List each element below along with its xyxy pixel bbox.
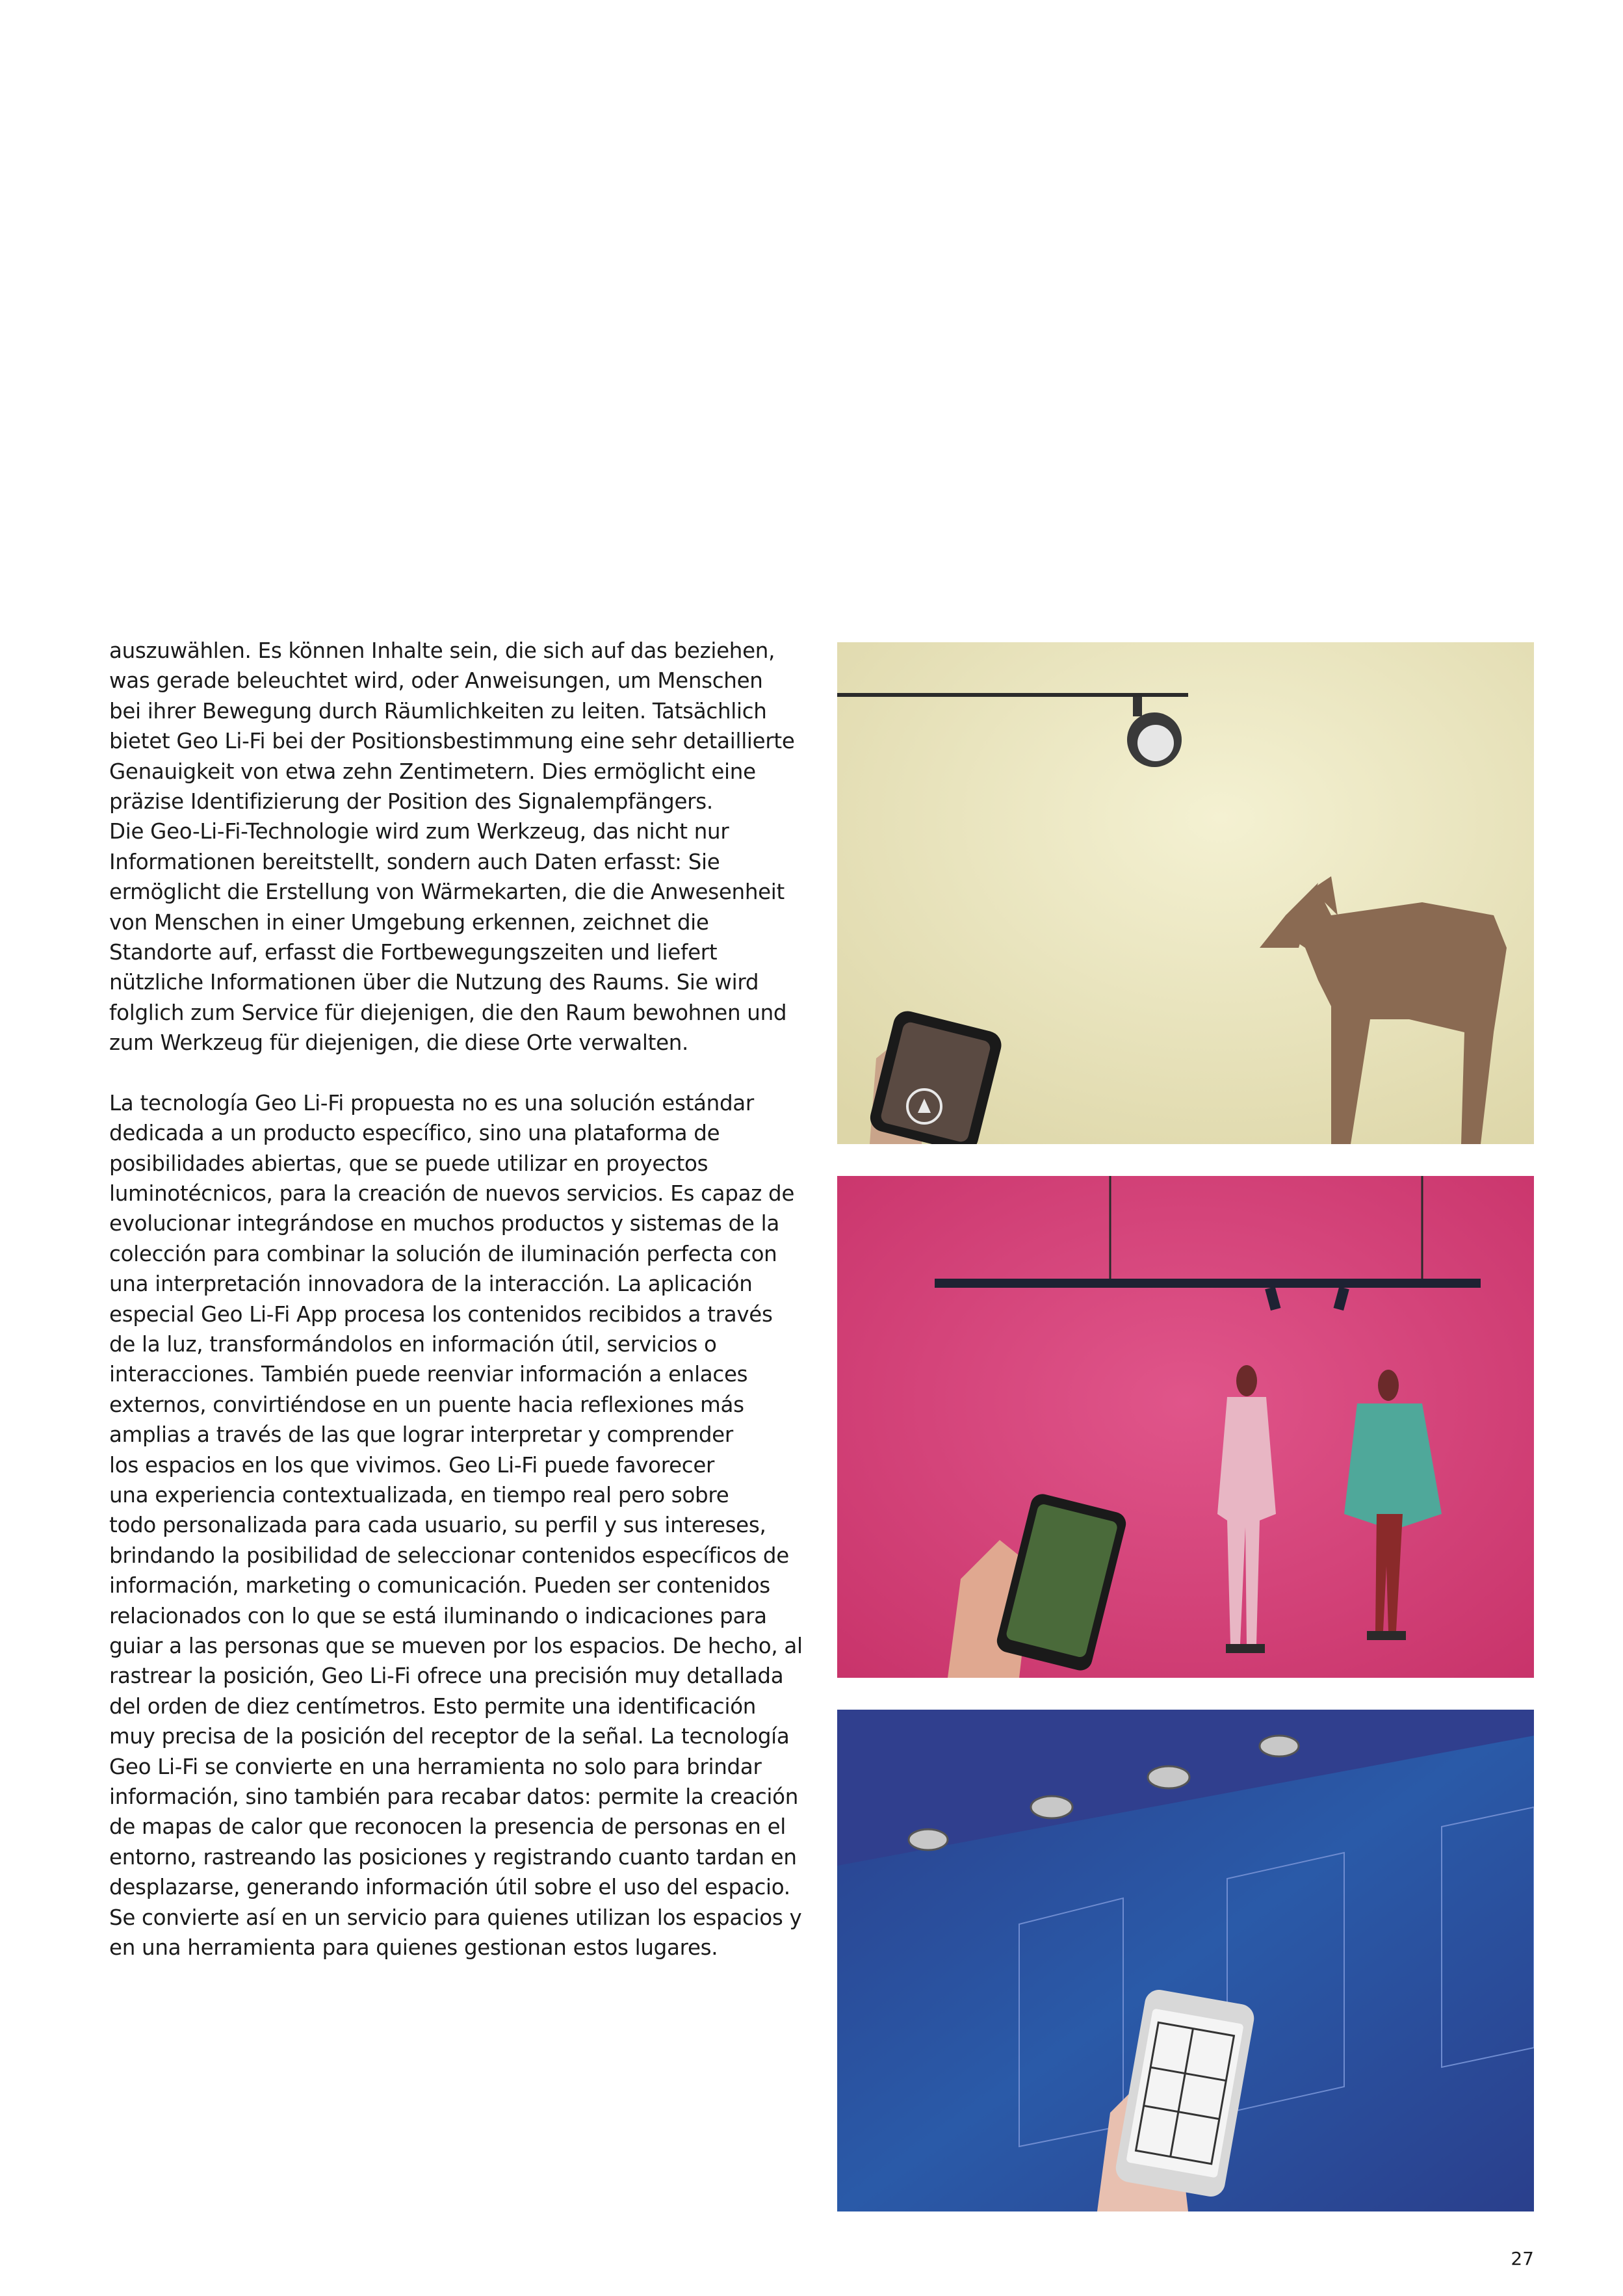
- blue-room-photo: [837, 1710, 1534, 2211]
- horse-spotlight-photo: [837, 642, 1534, 1144]
- mannequins-photo: [837, 1176, 1534, 1678]
- page-number: 27: [1511, 2248, 1534, 2269]
- paragraph-german: auszuwählen. Es können Inhalte sein, die sich auf das beziehen, was gerade beleuchtet wird, oder Anweisungen, um Menschen bei ihrer Bewegung durch Räumlichkeiten zu leiten. Tatsächlich bietet Geo Li-Fi bei der Positionsbestimmung eine sehr detaillierte Genauigkeit von etwa zehn Zentimetern. Dies ermöglicht eine präzise Identifizierung der Position des Signalempfängers. Die Geo-Li-Fi-Technologie wird zum Werkzeug, das nicht nur Informationen bereitstellt, sondern auch Daten erfasst: Sie ermöglicht die Erstellung von Wärmekarten, die die Anwesenheit von Menschen in einer Umgebung erkennen, zeichnet die Standorte auf, erfasst die Fortbewegungszeiten und liefert nützliche Informationen über die Nutzung des Raums. Sie wird folglich zum Service für diejenigen, die den Raum bewohnen und zum Werkzeug für diejenigen, die diese Orte verwalten.: [109, 638, 795, 1056]
- linear-pendant-icon: [935, 1279, 1481, 1288]
- paragraph-spanish: La tecnología Geo Li-Fi propuesta no es una solución estándar dedicada a un producto específico, sino una plataforma de posibilidades abiertas, que se puede utilizar en proyectos luminotécnicos, para la creación de nuevos servicios. Es capaz de evolucionar integrándose en muchos productos y sistemas de la colección para combinar la solución de iluminación perfecta con una interpretación innovadora de la interacción. La aplicación especial Geo Li-Fi App procesa los contenidos recibidos a través de la luz, transformándolos en información útil, servicios o interacciones. También puede reenviar información a enlaces externos, convirtiéndose en un puente hacia reflexiones más amplias a través de las que lograr interpretar y comprender los espacios en los que vivimos. Geo Li-Fi puede favorecer una experiencia contextualizada, en tiempo real pero sobre todo personalizada para cada usuario, su perfil y sus intereses, brindando la posibilidad de seleccionar contenidos específicos de información, marketing o comunicación. Pueden ser contenidos relacionados con lo que se está iluminando o indicaciones para guiar a las personas que se mueven por los espacios. De hecho, al rastrear la posición, Geo Li-Fi ofrece una precisión muy detallada del orden de diez centímetros. Esto permite una identificación muy precisa de la posición del receptor de la señal. La tecnología Geo Li-Fi se convierte en una herramienta no solo para brindar información, sino también para recabar datos: permite la creación de mapas de calor que reconocen la presencia de personas en el entorno, rastreando las posiciones y registrando cuanto tardan en desplazarse, generando información útil sobre el uso del espacio. Se convierte así en un servicio para quienes utilizan los espacios y en una herramienta para quienes gestionan estos lugares.: [109, 1090, 803, 1961]
- body-text: [109, 636, 811, 1963]
